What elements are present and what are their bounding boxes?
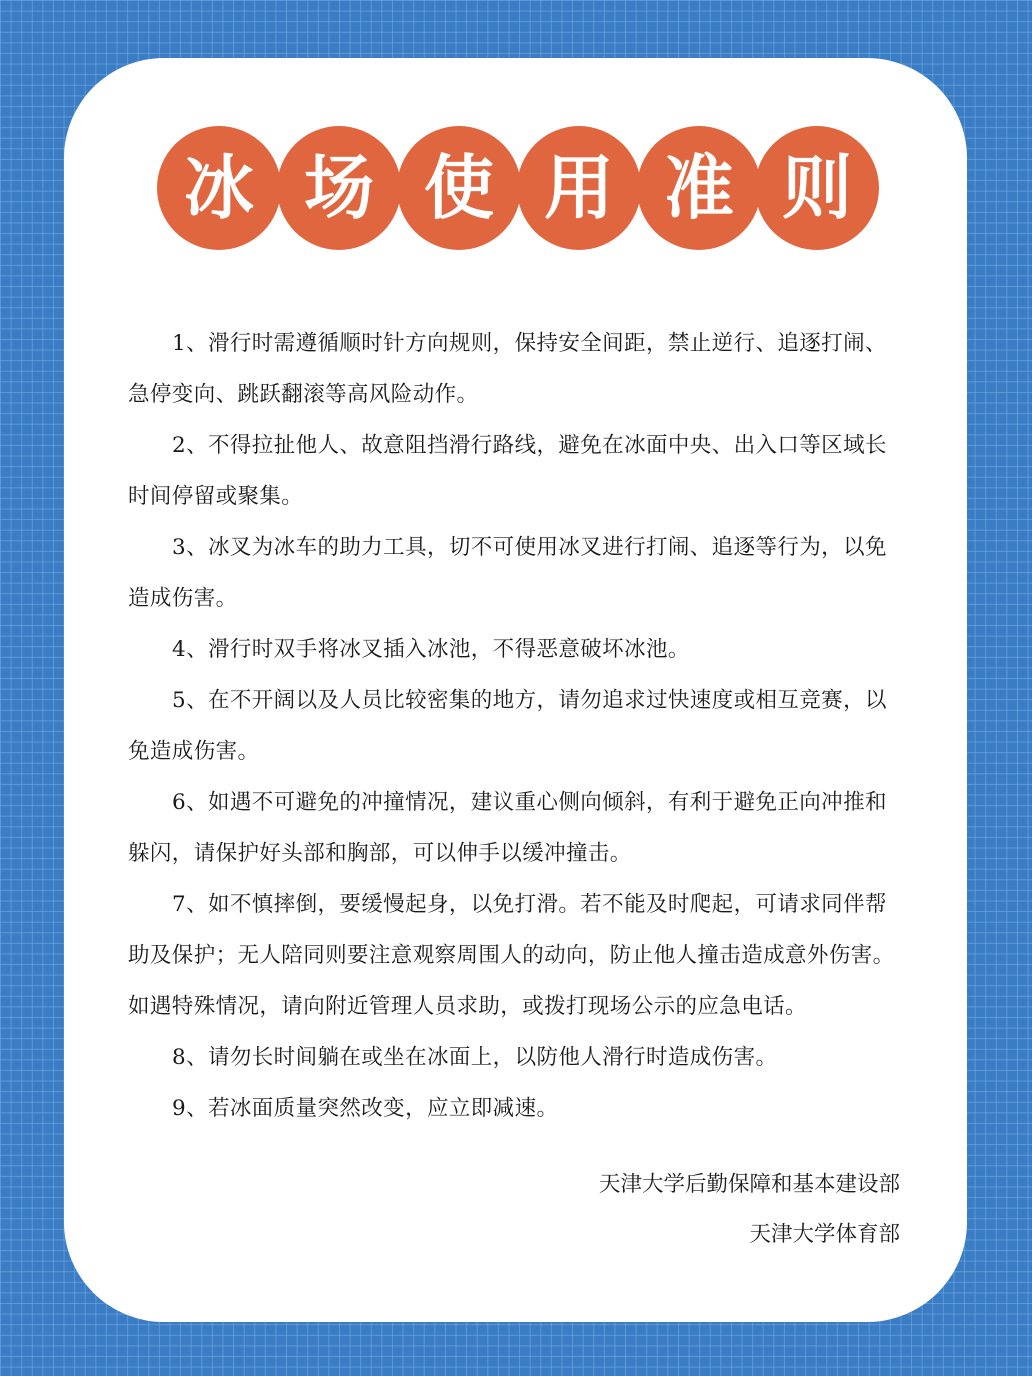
- title-char: 准: [664, 147, 734, 229]
- rule-item-4: [128, 624, 908, 675]
- title-char-circle: [277, 126, 401, 250]
- title-char-circle: [637, 126, 761, 250]
- rule-line: 助及保护；无人陪同则要注意观察周围人的动向，防止他人撞击造成意外伤害。: [128, 943, 895, 968]
- title-char: 场: [304, 147, 374, 229]
- rule-item-7: [128, 879, 908, 1032]
- rule-line: 3、冰叉为冰车的助力工具，切不可使用冰叉进行打闹、追逐等行为，以免: [172, 535, 887, 560]
- title-char: 使: [424, 147, 494, 229]
- signature-logistics-dept: 天津大学后勤保障和基本建设部: [598, 1172, 900, 1197]
- title-char: 用: [544, 147, 614, 229]
- rule-line: 7、如不慎摔倒，要缓慢起身，以免打滑。若不能及时爬起，可请求同伴帮: [172, 892, 887, 917]
- rule-line: 8、请勿长时间躺在或坐在冰面上，以防他人滑行时造成伤害。: [172, 1045, 778, 1070]
- rule-line: 9、若冰面质量突然改变，应立即减速。: [172, 1096, 559, 1121]
- signature-sports-dept: 天津大学体育部: [749, 1222, 900, 1247]
- rule-item-1: [128, 318, 908, 420]
- rule-line: 急停变向、跳跃翻滚等高风险动作。: [128, 382, 479, 407]
- title-char: 冰: [184, 147, 254, 229]
- title-char-circle: [755, 126, 879, 250]
- rule-line: 2、不得拉扯他人、故意阻挡滑行路线，避免在冰面中央、出入口等区域长: [172, 433, 887, 458]
- rule-line: 如遇特殊情况，请向附近管理人员求助，或拨打现场公示的应急电话。: [128, 994, 807, 1019]
- rule-item-6: [128, 777, 908, 879]
- page-title: [157, 126, 879, 250]
- rule-line: 时间停留或聚集。: [128, 484, 304, 509]
- title-char-circle: [157, 126, 281, 250]
- rule-line: 躲闪，请保护好头部和胸部，可以伸手以缓冲撞击。: [128, 841, 632, 866]
- title-char: 则: [782, 147, 852, 229]
- title-char-circle: [397, 126, 521, 250]
- rule-item-9: [128, 1083, 908, 1134]
- rule-item-8: [128, 1032, 908, 1083]
- rule-line: 1、滑行时需遵循顺时针方向规则，保持安全间距，禁止逆行、追逐打闹、: [172, 331, 887, 356]
- rule-line: 5、在不开阔以及人员比较密集的地方，请勿追求过快速度或相互竞赛，以: [172, 688, 887, 713]
- rule-line: 6、如遇不可避免的冲撞情况，建议重心侧向倾斜，有利于避免正向冲推和: [172, 790, 887, 815]
- rules-list: [128, 318, 908, 1134]
- rule-line: 免造成伤害。: [128, 739, 260, 764]
- rule-item-3: [128, 522, 908, 624]
- rule-line: 4、滑行时双手将冰叉插入冰池，不得恶意破坏冰池。: [172, 637, 690, 662]
- rule-line: 造成伤害。: [128, 586, 238, 611]
- title-char-circle: [517, 126, 641, 250]
- rule-item-2: [128, 420, 908, 522]
- rule-item-5: [128, 675, 908, 777]
